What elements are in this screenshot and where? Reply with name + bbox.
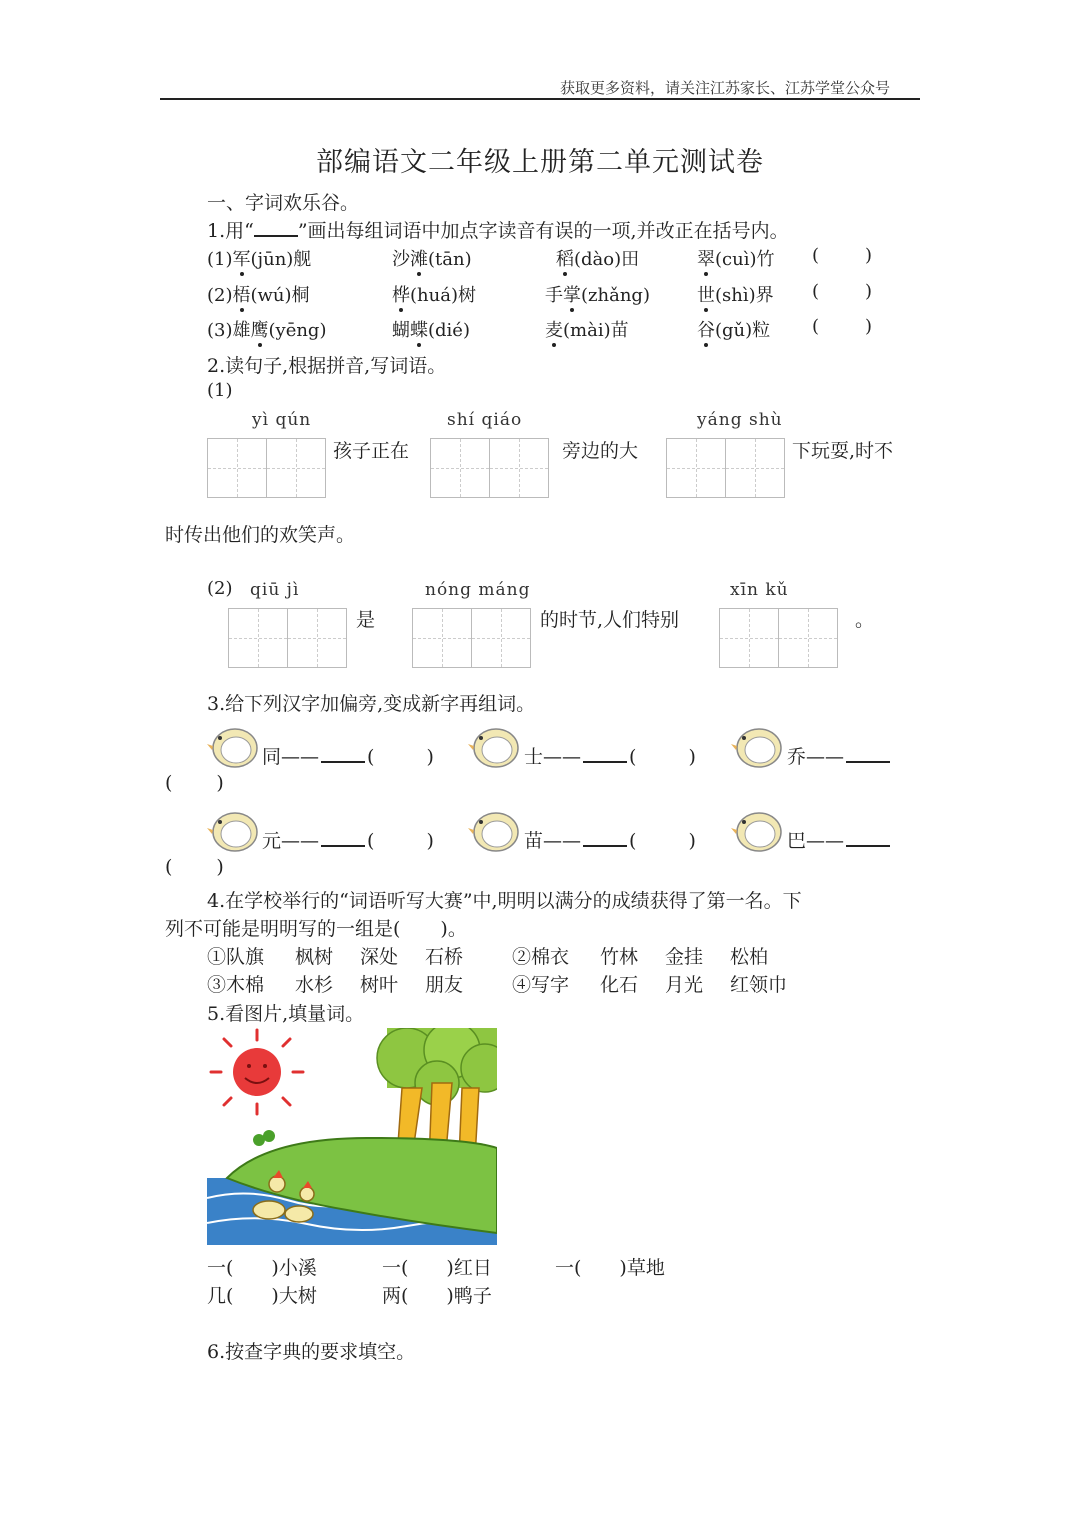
radical-item	[262, 826, 434, 853]
q1-row-2	[207, 281, 310, 307]
section-heading: 一、字词欢乐谷。	[207, 192, 360, 214]
header-note: 获取更多资料，请关注江苏家长、江苏学堂公众号	[560, 79, 891, 97]
q4-word: 石桥	[425, 946, 464, 968]
answer-paren-close: )	[865, 316, 873, 337]
sentence-fragment: 孩子正在	[333, 440, 410, 462]
q1-dotted-char: 梧	[232, 285, 251, 306]
q1-item	[545, 281, 650, 307]
q4-word: 月光	[665, 974, 704, 996]
q4-text-end: )。	[440, 918, 467, 940]
paren-close: )	[426, 746, 434, 768]
radical-item	[262, 742, 434, 769]
q1-row-num: (3)	[207, 320, 233, 341]
q1-pinyin-word: (shì)界	[715, 285, 774, 306]
q5-noun: )鸭子	[446, 1285, 492, 1307]
q1-item	[392, 316, 470, 342]
paren-open: (	[629, 830, 637, 852]
chick-icon	[207, 724, 261, 770]
q4-word: 树叶	[360, 974, 399, 996]
q1-item	[392, 281, 476, 307]
radical-item	[524, 826, 696, 853]
q4-option-1: ①队旗	[207, 946, 265, 968]
q5-item	[207, 1281, 317, 1308]
q1-pinyin-word: (jūn)舰	[250, 249, 312, 270]
q1-instruction	[207, 216, 789, 243]
sentence-continuation: 时传出他们的欢笑声。	[165, 524, 356, 546]
q2-part-2-label: (2)	[207, 578, 233, 599]
q1-item	[697, 316, 770, 342]
scene-illustration	[207, 1028, 497, 1245]
q1-dotted-char: 世	[697, 285, 715, 306]
wrapped-paren	[165, 772, 224, 794]
answer-paren-close: )	[865, 245, 873, 266]
paren-close: )	[216, 856, 224, 878]
paren-close: )	[426, 830, 434, 852]
paren-open: (	[367, 830, 375, 852]
radical-char: 士——	[524, 746, 582, 768]
q4-option-4: ④写字	[512, 974, 570, 996]
q5-noun: )红日	[446, 1257, 492, 1279]
radical-char: 乔——	[787, 746, 845, 768]
q1-row-1	[207, 245, 311, 271]
q5-prefix: 两(	[382, 1285, 409, 1307]
q1-item	[545, 316, 629, 342]
q5-item	[207, 1253, 317, 1280]
paren-open: (	[165, 856, 173, 878]
chick-icon	[468, 808, 522, 854]
sentence-fragment: 。	[855, 609, 875, 631]
q1-dotted-char: 桦	[392, 285, 410, 306]
pinyin-label: yì qún	[252, 410, 312, 430]
q1-row-num: (2)	[207, 285, 233, 306]
q1-pinyin: (dié)	[428, 320, 470, 341]
writing-grid[interactable]	[666, 438, 785, 498]
q1-item	[697, 245, 774, 271]
pinyin-label: xīn kǔ	[730, 580, 789, 600]
answer-blank[interactable]	[321, 760, 365, 763]
chick-icon	[731, 724, 785, 770]
pinyin-label: yáng shù	[697, 410, 783, 430]
answer-blank[interactable]	[846, 844, 890, 847]
q4-word: 竹林	[600, 946, 639, 968]
writing-grid[interactable]	[412, 608, 531, 668]
q1-pinyin: (tān)	[428, 249, 472, 270]
q1-item	[697, 281, 774, 307]
pinyin-label: qiū jì	[250, 580, 300, 600]
q5-item	[555, 1253, 665, 1280]
paren-close: )	[688, 746, 696, 768]
q4-word: 枫树	[295, 946, 334, 968]
q1-dotted-char: 鹰	[250, 320, 269, 341]
chick-icon	[468, 724, 522, 770]
writing-grid[interactable]	[228, 608, 347, 668]
q5-noun: )小溪	[271, 1257, 317, 1279]
q1-pinyin-word: (mài)苗	[563, 320, 629, 341]
q4-text-line-2	[165, 914, 467, 941]
answer-blank[interactable]	[321, 844, 365, 847]
q4-word: 深处	[360, 946, 399, 968]
q5-noun: )大树	[271, 1285, 317, 1307]
q2-title: 2.读句子,根据拼音,写词语。	[207, 355, 447, 377]
q1-row-num: (1)	[207, 249, 233, 270]
q1-char: 雄	[232, 320, 251, 341]
radical-char: 苗——	[524, 830, 582, 852]
paren-open: (	[367, 746, 375, 768]
q1-dotted-char: 翠	[697, 249, 715, 270]
q2-part-1-label: (1)	[207, 380, 233, 401]
radical-char: 同——	[262, 746, 320, 768]
answer-blank[interactable]	[583, 844, 627, 847]
q4-option-2: ②棉衣	[512, 946, 570, 968]
wrapped-paren	[165, 856, 224, 878]
chick-icon	[731, 808, 785, 854]
radical-item	[524, 742, 696, 769]
header-rule	[160, 98, 920, 100]
q4-word: 红领巾	[730, 974, 788, 996]
sentence-fragment: 下玩耍,时不	[792, 440, 894, 462]
q5-noun: )草地	[619, 1257, 665, 1279]
answer-blank[interactable]	[846, 760, 890, 763]
q1-underline-sample	[254, 234, 298, 237]
q1-text-a: 1.用“	[207, 220, 254, 242]
answer-paren-close: )	[865, 281, 873, 302]
q5-title: 5.看图片,填量词。	[207, 1003, 365, 1025]
q1-char: 沙	[392, 249, 410, 270]
q1-char: 手	[545, 285, 563, 306]
radical-item	[787, 826, 892, 853]
q1-item	[556, 245, 639, 271]
q1-pinyin-word: (dào)田	[574, 249, 640, 270]
q4-word: 化石	[600, 974, 639, 996]
answer-paren-open: (	[812, 316, 820, 337]
chick-icon	[207, 808, 261, 854]
q5-prefix: 一(	[207, 1257, 234, 1279]
q4-text: 列不可能是明明写的一组是(	[165, 918, 401, 940]
sentence-fragment: 的时节,人们特别	[540, 609, 680, 631]
q6-title: 6.按查字典的要求填空。	[207, 1341, 416, 1363]
writing-grid[interactable]	[430, 438, 549, 498]
q1-dotted-char: 蝶	[410, 320, 428, 341]
q3-title: 3.给下列汉字加偏旁,变成新字再组词。	[207, 693, 536, 715]
q5-item	[382, 1253, 492, 1280]
writing-grid[interactable]	[719, 608, 838, 668]
radical-char: 元——	[262, 830, 320, 852]
q1-pinyin: (yēng)	[268, 320, 327, 341]
radical-item	[787, 742, 892, 769]
paren-close: )	[216, 772, 224, 794]
q4-word: 金挂	[665, 946, 704, 968]
radical-char: 巴——	[787, 830, 845, 852]
q1-dotted-char: 谷	[697, 320, 715, 341]
writing-grid[interactable]	[207, 438, 326, 498]
q1-char: 蝴	[392, 320, 410, 341]
q1-dotted-char: 麦	[545, 320, 563, 341]
q1-pinyin-word: (cuì)竹	[715, 249, 775, 270]
q1-dotted-char: 滩	[410, 249, 428, 270]
answer-paren-open: (	[812, 245, 820, 266]
pinyin-label: shí qiáo	[447, 410, 523, 430]
q4-text-line-1: 4.在学校举行的“词语听写大赛”中,明明以满分的成绩获得了第一名。下	[207, 890, 802, 912]
q5-prefix: 一(	[555, 1257, 582, 1279]
page-title: 部编语文二年级上册第二单元测试卷	[316, 147, 764, 178]
answer-paren-open: (	[812, 281, 820, 302]
q1-row-3	[207, 316, 326, 342]
q5-prefix: 一(	[382, 1257, 409, 1279]
q4-word: 水杉	[295, 974, 334, 996]
q1-pinyin: (zhǎng)	[581, 285, 650, 306]
pinyin-label: nóng máng	[425, 580, 531, 600]
q1-dotted-char: 军	[232, 249, 251, 270]
paren-open: (	[629, 746, 637, 768]
q4-word: 朋友	[425, 974, 464, 996]
q1-text-b: ”画出每组词语中加点字读音有误的一项,并改正在括号内。	[297, 220, 789, 242]
paren-open: (	[165, 772, 173, 794]
sentence-fragment: 旁边的大	[562, 440, 639, 462]
q5-prefix: 几(	[207, 1285, 234, 1307]
q5-item	[382, 1281, 492, 1308]
answer-blank[interactable]	[583, 760, 627, 763]
sentence-fragment: 是	[356, 609, 376, 631]
paren-close: )	[688, 830, 696, 852]
q4-option-3: ③木棉	[207, 974, 265, 996]
q1-pinyin-word: (huá)树	[410, 285, 476, 306]
q1-dotted-char: 稻	[556, 249, 574, 270]
q1-pinyin-word: (gǔ)粒	[715, 320, 771, 341]
q4-word: 松柏	[730, 946, 769, 968]
q1-dotted-char: 掌	[563, 285, 581, 306]
q1-pinyin-word: (wú)桐	[250, 285, 310, 306]
q1-item	[392, 245, 472, 271]
